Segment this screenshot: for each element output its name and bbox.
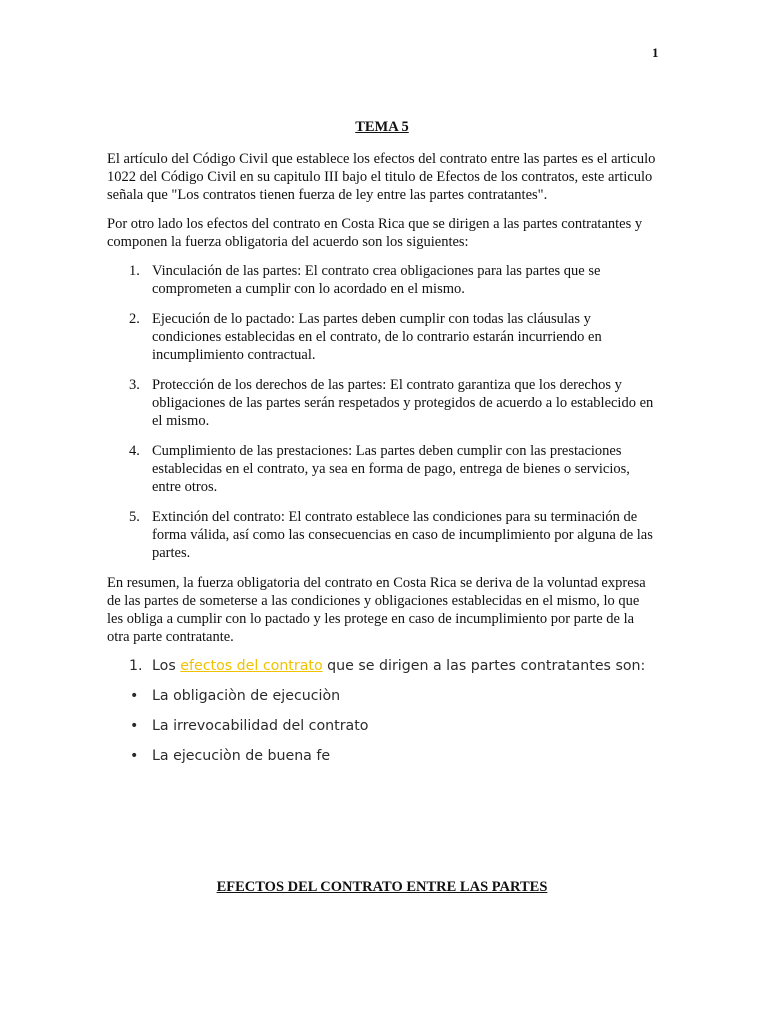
bullet-item: [107, 747, 657, 765]
effects-summary-block: [107, 657, 657, 765]
bullet-item: [107, 717, 657, 735]
intro-paragraph: El artículo del Código Civil que establece los efectos del contrato entre las partes es el articulo 1022 del Código Civil en su capitulo III bajo el titulo de Efectos de los contratos, este articulo señala que "Los contratos tienen fuerza de ley entre las partes contratantes".: [107, 151, 656, 203]
list-item-prefix: Los: [152, 658, 181, 674]
section-title: TEMA 5: [355, 119, 409, 135]
list-item-number: 5.: [129, 509, 140, 525]
effects-list: [107, 262, 657, 562]
list-item-text: Vinculación de las partes: El contrato crea obligaciones para las partes que se comprometen a cumplir con lo acordado en el mismo.: [152, 263, 601, 297]
list-item-number: 4.: [129, 443, 140, 459]
bullet-icon: •: [130, 718, 139, 734]
list-item-text: Ejecución de lo pactado: Las partes deben cumplir con todas las cláusulas y condiciones establecidas en el contrato, de lo contrario estarán incurriendo en incumplimiento contractual.: [152, 311, 602, 363]
list-item: [107, 262, 657, 298]
summary-paragraph: En resumen, la fuerza obligatoria del contrato en Costa Rica se deriva de la voluntad expresa de las partes de someterse a las condiciones y obligaciones establecidas en el mismo, lo que les obliga a cumplir con lo pactado y les protege en caso de incumplimiento por parte de la otra parte contratante.: [107, 575, 646, 645]
effects-intro-paragraph: Por otro lado los efectos del contrato en Costa Rica que se dirigen a las partes contratantes y componen la fuerza obligatoria del acuerdo son los siguientes:: [107, 216, 643, 250]
list-item-number: 1.: [129, 263, 140, 279]
list-item-number: 3.: [129, 377, 140, 393]
effects-link[interactable]: efectos del contrato: [180, 658, 323, 674]
bullet-icon: •: [130, 688, 139, 704]
list-item-text: Protección de los derechos de las partes: El contrato garantiza que los derechos y obligaciones de las partes serán respetados y protegidos de acuerdo a lo establecido en el mismo.: [152, 377, 654, 429]
list-item: [107, 310, 657, 364]
document-body: [107, 118, 657, 777]
list-item: [107, 376, 657, 430]
subsection-title: EFECTOS DEL CONTRATO ENTRE LAS PARTES: [216, 879, 548, 895]
list-item-text: Extinción del contrato: El contrato establece las condiciones para su terminación de forma válida, así como las consecuencias en caso de incumplimiento por alguna de las partes.: [152, 509, 653, 561]
list-item-suffix: que se dirigen a las partes contratantes son:: [322, 658, 646, 674]
bullet-item: [107, 687, 657, 705]
bullet-icon: •: [130, 748, 139, 764]
list-item: [107, 508, 657, 562]
list-item-number: 2.: [129, 311, 140, 327]
page-number: 1: [652, 45, 659, 60]
bullet-text: La ejecuciòn de buena fe: [152, 748, 331, 764]
list-item-number: 1.: [129, 658, 143, 674]
bullet-text: La irrevocabilidad del contrato: [152, 718, 369, 734]
list-item: [107, 442, 657, 496]
list-item-text: Cumplimiento de las prestaciones: Las partes deben cumplir con las prestaciones establecidas en el contrato, ya sea en forma de pago, entrega de bienes o servicios, entre otros.: [152, 443, 630, 495]
bullet-text: La obligaciòn de ejecuciòn: [152, 688, 341, 704]
list-item: [107, 657, 657, 675]
